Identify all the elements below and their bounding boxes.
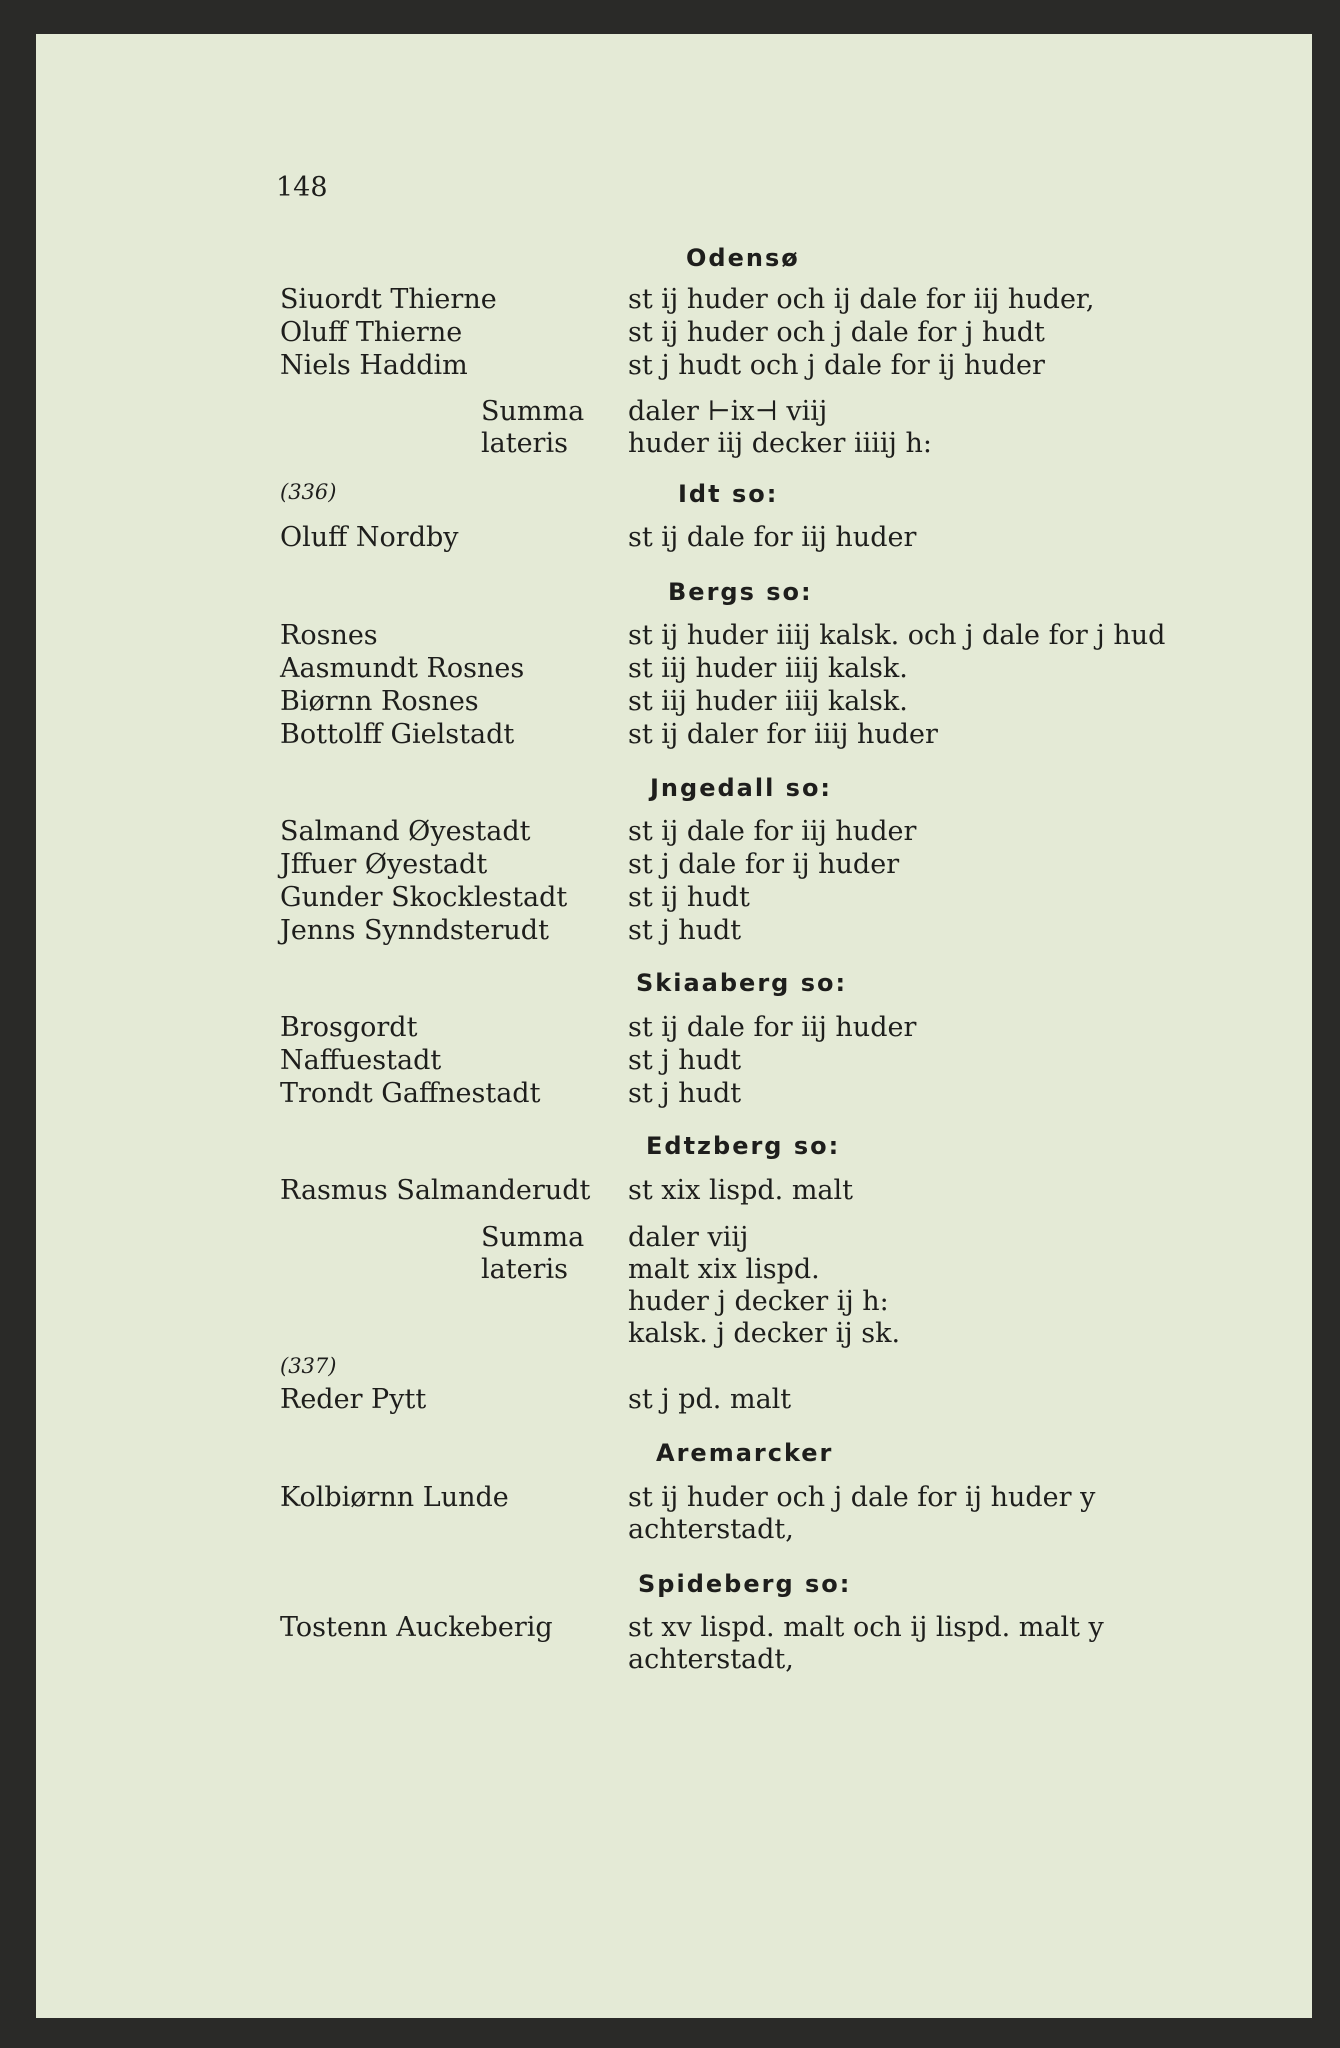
name-bottolff: Bottolff Gielstadt	[280, 719, 515, 750]
entry-aasmundt: st iij huder iiij kalsk.	[628, 653, 908, 684]
entry-jenns: st j hudt	[628, 915, 742, 946]
entry-brosgordt: st ij dale for iij huder	[628, 1012, 917, 1043]
heading-odenso: Odensø	[686, 244, 800, 272]
summa-label-1: Summa	[481, 396, 585, 427]
name-jffuer: Jffuer Øyestadt	[280, 849, 488, 880]
name-siuordt: Siuordt Thierne	[280, 284, 497, 315]
summa-2-line-3: huder j decker ij h:	[628, 1286, 889, 1317]
summa-2-line-2: malt xix lispd.	[628, 1254, 820, 1285]
name-oluff-nordby: Oluff Nordby	[280, 522, 459, 553]
entry-jffuer: st j dale for ij huder	[628, 849, 900, 880]
name-biornn: Biørnn Rosnes	[280, 686, 479, 717]
name-gunder: Gunder Skocklestadt	[280, 882, 568, 913]
summa-1-line-2: huder iij decker iiiij h:	[628, 428, 932, 459]
name-aasmundt: Aasmundt Rosnes	[280, 653, 525, 684]
document-page	[36, 34, 1312, 2018]
heading-skiaaberg: Skiaaberg so:	[636, 969, 848, 997]
name-rasmus: Rasmus Salmanderudt	[280, 1175, 591, 1206]
name-reder: Reder Pytt	[280, 1384, 427, 1415]
entry-naffuestadt: st j hudt	[628, 1045, 742, 1076]
entry-rasmus: st xix lispd. malt	[628, 1175, 854, 1206]
entry-trondt: st j hudt	[628, 1078, 742, 1109]
entry-rosnes: st ij huder iiij kalsk. och j dale for j hud	[628, 620, 1166, 651]
name-salmand: Salmand Øyestadt	[280, 816, 531, 847]
lateris-label-2: lateris	[481, 1254, 568, 1285]
entry-oluff-thierne: st ij huder och j dale for j hudt	[628, 317, 1045, 348]
entry-oluff-nordby: st ij dale for iij huder	[628, 522, 917, 553]
name-jenns: Jenns Synndsterudt	[280, 915, 549, 946]
name-tostenn: Tostenn Auckeberig	[280, 1612, 553, 1643]
entry-bottolff: st ij daler for iiij huder	[628, 719, 938, 750]
entry-salmand: st ij dale for iij huder	[628, 816, 917, 847]
name-oluff-thierne: Oluff Thierne	[280, 317, 463, 348]
entry-niels: st j hudt och j dale for ij huder	[628, 350, 1045, 381]
name-niels: Niels Haddim	[280, 350, 468, 381]
entry-kolbiornn-line-1: st ij huder och j dale for ij huder y	[628, 1482, 1096, 1513]
entry-biornn: st iij huder iiij kalsk.	[628, 686, 908, 717]
entry-gunder: st ij hudt	[628, 882, 750, 913]
name-brosgordt: Brosgordt	[280, 1012, 418, 1043]
summa-label-2: Summa	[481, 1222, 585, 1253]
entry-siuordt: st ij huder och ij dale for iij huder,	[628, 284, 1095, 315]
heading-aremarcker: Aremarcker	[656, 1439, 834, 1467]
page-ref-336: (336)	[280, 480, 337, 504]
name-naffuestadt: Naffuestadt	[280, 1045, 442, 1076]
heading-spideberg: Spideberg so:	[638, 1570, 852, 1598]
heading-jngedall: Jngedall so:	[650, 774, 833, 802]
entry-tostenn-line-1: st xv lispd. malt och ij lispd. malt y	[628, 1612, 1104, 1643]
page-number: 148	[276, 172, 328, 203]
page-ref-337: (337)	[280, 1354, 337, 1378]
heading-edtzberg: Edtzberg so:	[646, 1132, 841, 1160]
entry-tostenn-line-2: achterstadt,	[628, 1644, 794, 1675]
name-rosnes: Rosnes	[280, 620, 378, 651]
entry-kolbiornn-line-2: achterstadt,	[628, 1514, 794, 1545]
summa-2-line-1: daler viij	[628, 1222, 749, 1253]
entry-reder: st j pd. malt	[628, 1384, 792, 1415]
lateris-label-1: lateris	[481, 428, 568, 459]
summa-2-line-4: kalsk. j decker ij sk.	[628, 1318, 901, 1349]
heading-idt: Idt so:	[678, 480, 779, 508]
heading-bergs: Bergs so:	[668, 578, 813, 606]
name-trondt: Trondt Gaffnestadt	[280, 1078, 541, 1109]
name-kolbiornn: Kolbiørnn Lunde	[280, 1482, 509, 1513]
summa-1-line-1: daler ⊢ix⊣ viij	[628, 396, 828, 427]
